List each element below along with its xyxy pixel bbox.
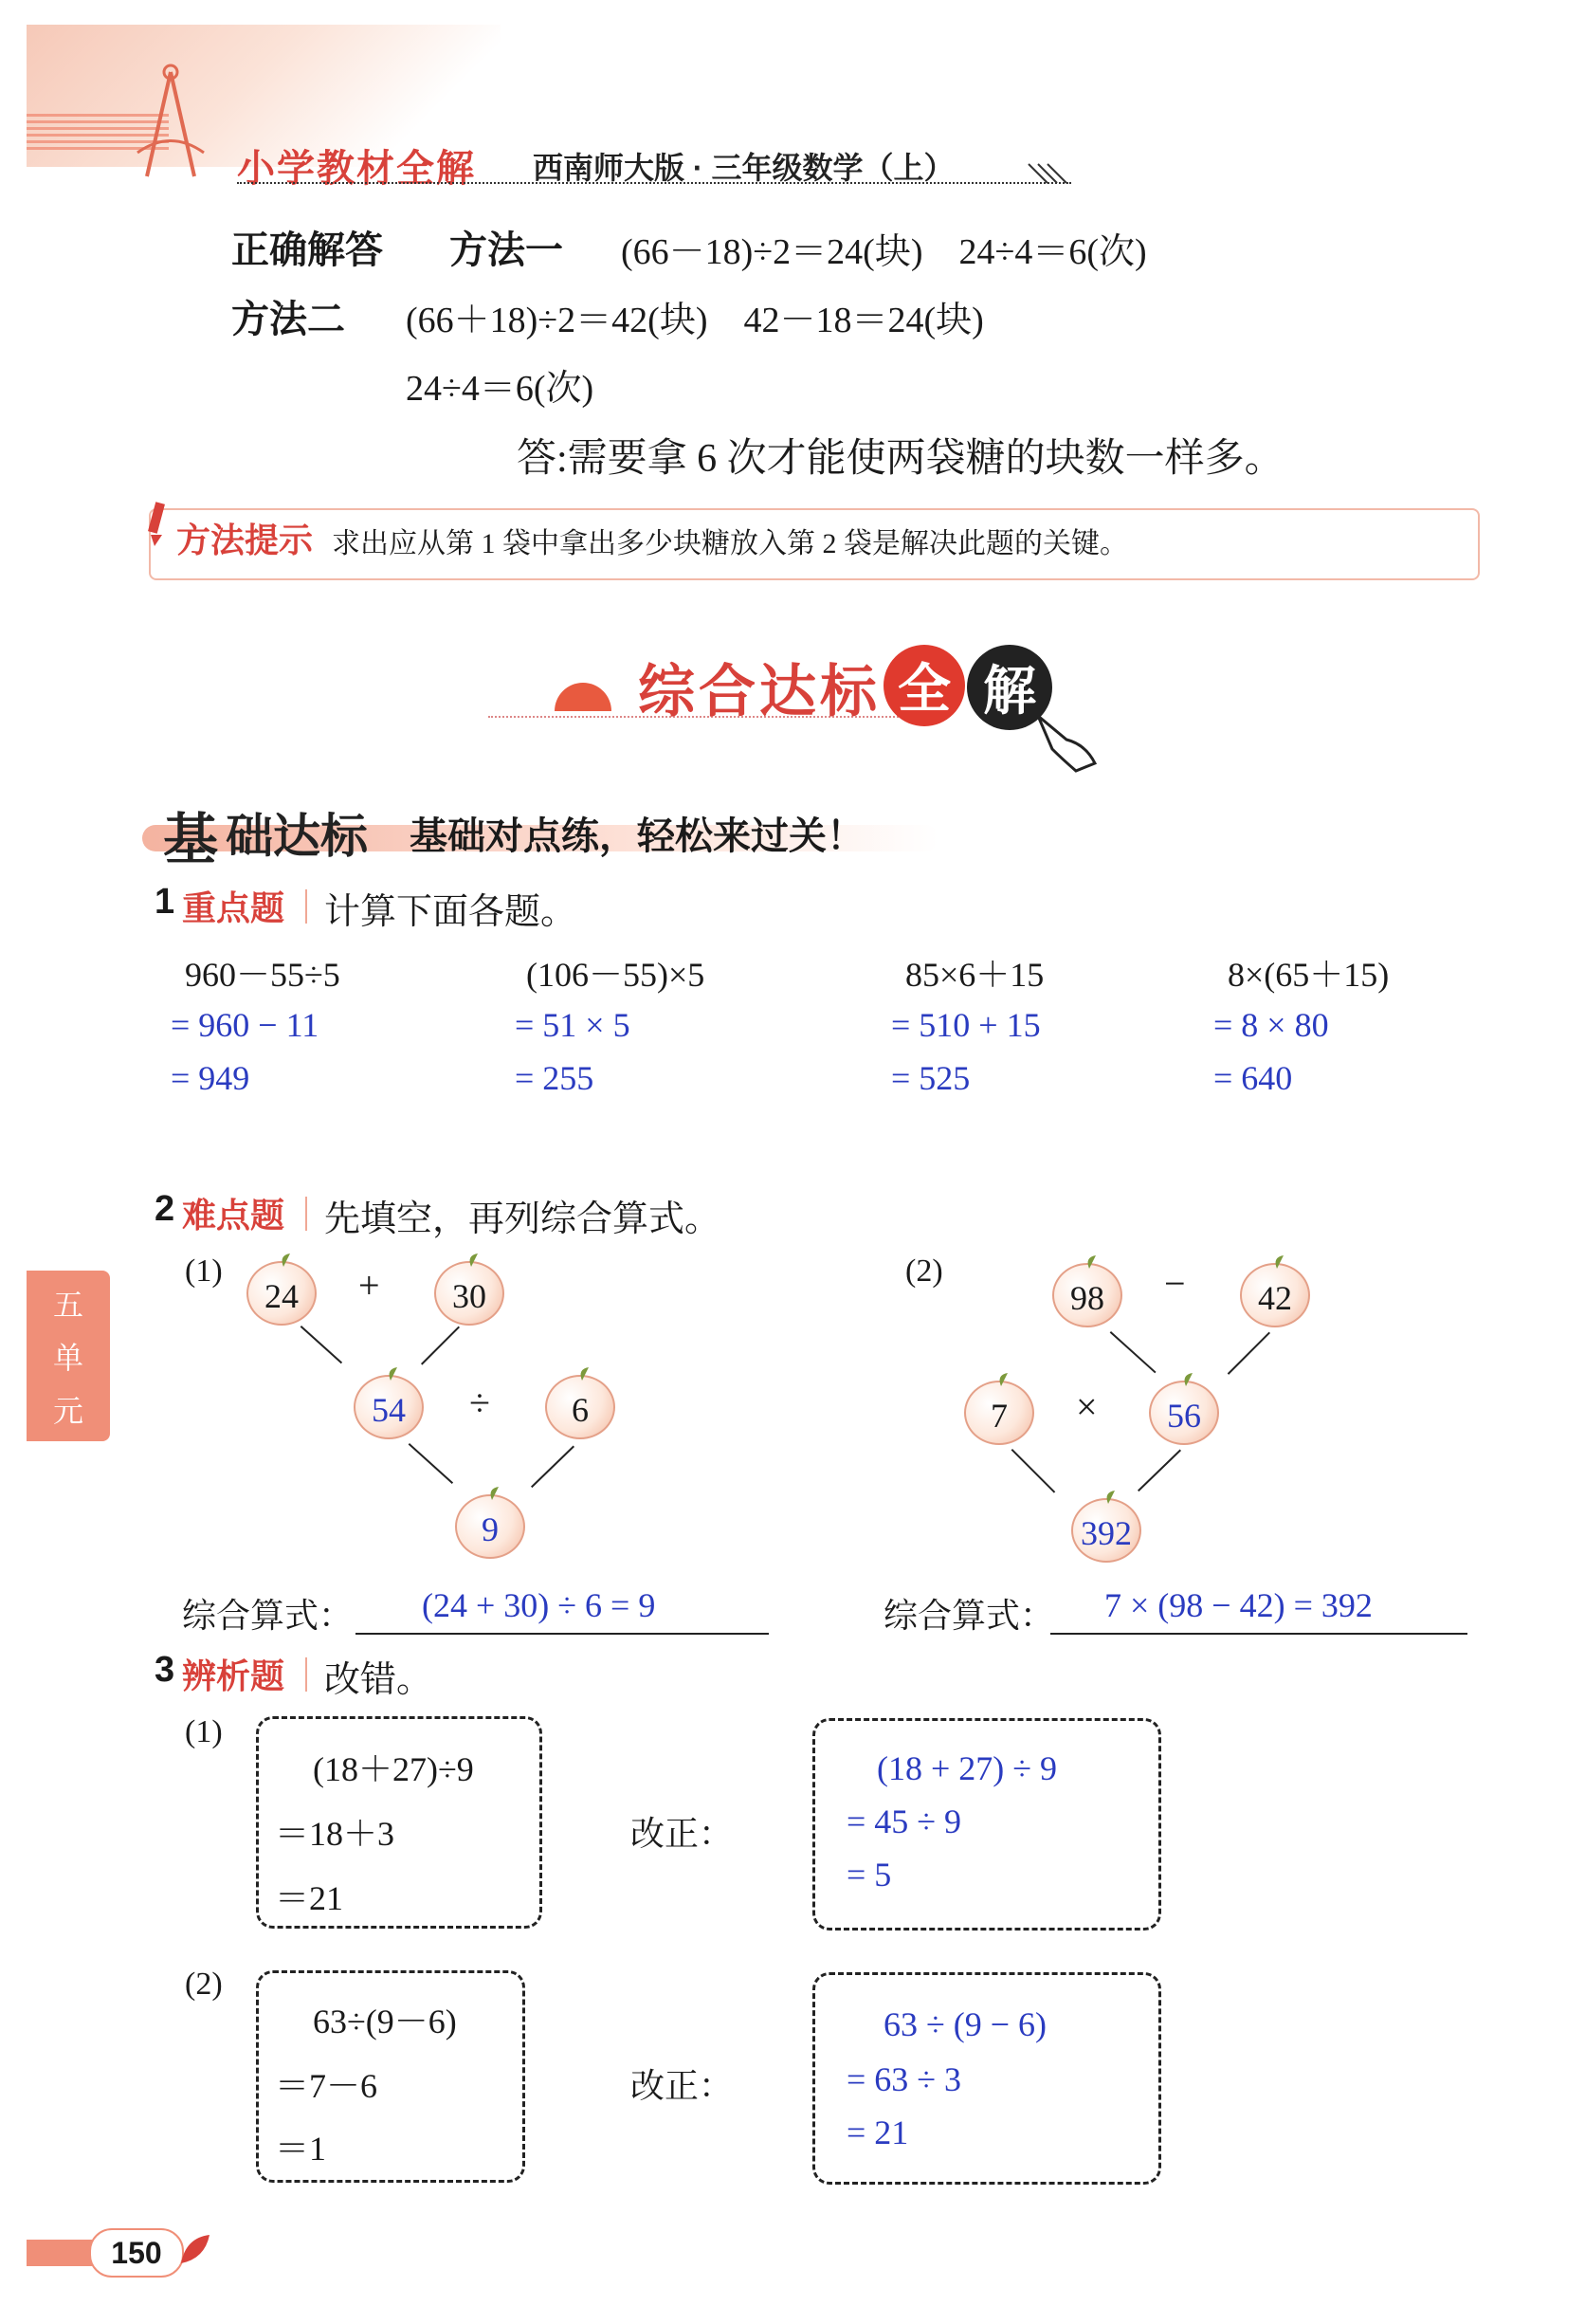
basic-title-rest: 础达标 (226, 810, 368, 863)
q2-p1-formula: (24 + 30) ÷ 6 = 9 (422, 1586, 656, 1624)
q2-p2-apple-a: 98 (1052, 1253, 1122, 1327)
unit-tab-char: 单 (52, 1341, 83, 1375)
q1-step2-1: = 949 (171, 1059, 250, 1097)
q1-step1-2: = 51 × 5 (515, 1006, 630, 1044)
q2-p1-edge (409, 1443, 453, 1484)
leaf-icon (176, 2230, 214, 2268)
q1-expr-1: 960－55÷5 (185, 956, 340, 994)
q2-p2-edge (1228, 1332, 1270, 1375)
q1-expr-2: (106－55)×5 (526, 956, 705, 994)
q2-p2-op2: × (1076, 1385, 1098, 1428)
q2-p2-edge (1110, 1331, 1157, 1373)
q2-p1-apple-c: 54 (354, 1365, 424, 1439)
q1-prompt: 计算下面各题。 (324, 892, 577, 932)
q2-p1-formula-label: 综合算式： (182, 1596, 354, 1635)
q2-p1-apple-a: 24 (246, 1252, 317, 1326)
q3-item2-right-2: = 63 ÷ 3 (847, 2060, 962, 2098)
method2-expression-line2: 24÷4＝6(次) (406, 369, 594, 409)
q3-item2-right-3: = 21 (847, 2114, 909, 2151)
q2-p2-edge (1138, 1450, 1181, 1492)
q2-prompt: 先填空，再列综合算式。 (324, 1199, 721, 1239)
q1-expr-4: 8×(65＋15) (1228, 956, 1390, 994)
banner-jie-badge: 解 (967, 645, 1052, 730)
q3-item1-right-1: (18 + 27) ÷ 9 (877, 1749, 1058, 1787)
method1-label: 方法一 (449, 229, 563, 271)
method2-label: 方法二 (231, 299, 345, 340)
q2-p2-apple-b: 42 (1240, 1253, 1310, 1327)
q2-number: 2 (155, 1189, 175, 1229)
q2-p1-answer-line (355, 1633, 769, 1635)
q1-expr-3: 85×6＋15 (905, 956, 1045, 994)
q3-item1-right-3: = 5 (847, 1856, 892, 1894)
tip-label: 方法提示 (176, 521, 314, 559)
q3-item1-wrong-3: ＝21 (275, 1879, 344, 1917)
q2-p2-formula-label: 综合算式： (884, 1596, 1055, 1635)
q1-step1-1: = 960 − 11 (171, 1006, 319, 1044)
q2-p2-apple-e: 392 (1071, 1489, 1141, 1563)
q2-p2-apple-d: 56 (1149, 1371, 1219, 1445)
q2-tag: 难点题 (182, 1196, 285, 1235)
q3-item2-wrong-1: 63÷(9－6) (313, 2003, 457, 2040)
solution-answer: 答:需要拿 6 次才能使两袋糖的块数一样多。 (517, 437, 1284, 481)
q2-p2-label: (2) (905, 1253, 943, 1289)
q2-p1-op1: + (358, 1264, 380, 1307)
q1-step2-3: = 525 (891, 1059, 971, 1097)
q2-p2-edge (1011, 1449, 1056, 1493)
q2-p1-apple-d: 6 (545, 1365, 615, 1439)
header-divider (237, 182, 1071, 184)
q3-tag-divider (305, 1657, 307, 1692)
q3-item2-wrong-2: ＝7－6 (275, 2067, 378, 2105)
q1-step1-4: = 8 × 80 (1213, 1006, 1329, 1044)
q3-number: 3 (155, 1650, 175, 1690)
q3-item1-wrong-2: ＝18＋3 (275, 1815, 395, 1853)
tip-text: 求出应从第 1 袋中拿出多少块糖放入第 2 袋是解决此题的关键。 (332, 528, 1128, 559)
q2-p1-edge (421, 1327, 460, 1365)
q1-step2-2: = 255 (515, 1059, 594, 1097)
q2-p2-op1: − (1164, 1262, 1186, 1305)
q3-item2-correct-label: 改正： (630, 2066, 734, 2105)
basic-slogan: 基础对点练，轻松来过关！ (410, 814, 865, 857)
q1-tag: 重点题 (182, 888, 285, 927)
solution-label: 正确解答 (231, 229, 383, 271)
q2-p2-formula: 7 × (98 − 42) = 392 (1104, 1586, 1373, 1624)
q3-item2-wrong-3: ＝1 (275, 2130, 327, 2168)
method2-expression: (66＋18)÷2＝42(块) 42－18＝24(块) (406, 301, 984, 340)
q1-step1-3: = 510 + 15 (891, 1006, 1041, 1044)
page-number: 150 (89, 2228, 184, 2278)
q3-item1-right-2: = 45 ÷ 9 (847, 1802, 962, 1840)
q3-item2-label: (2) (185, 1967, 223, 2002)
q3-item1-wrong-1: (18＋27)÷9 (313, 1750, 474, 1788)
method1-expression: (66－18)÷2＝24(块) 24÷4＝6(次) (621, 232, 1147, 272)
unit-tab-char: 元 (52, 1394, 83, 1428)
compass-icon (133, 63, 209, 186)
q2-p1-apple-e: 9 (455, 1485, 525, 1559)
q3-tag: 辨析题 (182, 1656, 285, 1695)
hand-icon (1033, 706, 1109, 773)
q3-item1-label: (1) (185, 1714, 223, 1749)
q3-item2-right-1: 63 ÷ (9 − 6) (884, 2005, 1048, 2043)
q2-p1-edge (301, 1326, 342, 1363)
banner-title: 综合达标 (638, 660, 881, 723)
pencil-icon (142, 501, 171, 548)
book-subtitle: 西南师大版 · 三年级数学（上） (533, 151, 955, 185)
q2-p1-op2: ÷ (469, 1382, 490, 1424)
q2-p1-edge (531, 1446, 574, 1489)
q3-prompt: 改错。 (324, 1660, 433, 1700)
book-title: 小学教材全解 (237, 148, 476, 190)
q2-tag-divider (305, 1197, 307, 1231)
banner-quan-badge: 全 (884, 645, 965, 726)
unit-tab-char: 五 (52, 1288, 83, 1322)
q2-p1-apple-b: 30 (434, 1252, 504, 1326)
q3-item1-correct-label: 改正： (630, 1814, 734, 1853)
q2-p1-label: (1) (185, 1253, 223, 1289)
q1-step2-4: = 640 (1213, 1059, 1293, 1097)
banner-sun (555, 683, 611, 711)
q2-p2-answer-line (1050, 1633, 1467, 1635)
header-hatch-icon (1024, 159, 1071, 188)
q1-number: 1 (155, 882, 175, 922)
basic-title-first: 基 (163, 809, 219, 870)
q2-p2-apple-c: 7 (964, 1371, 1034, 1445)
unit-side-tab (27, 1271, 110, 1441)
q1-tag-divider (305, 889, 307, 924)
